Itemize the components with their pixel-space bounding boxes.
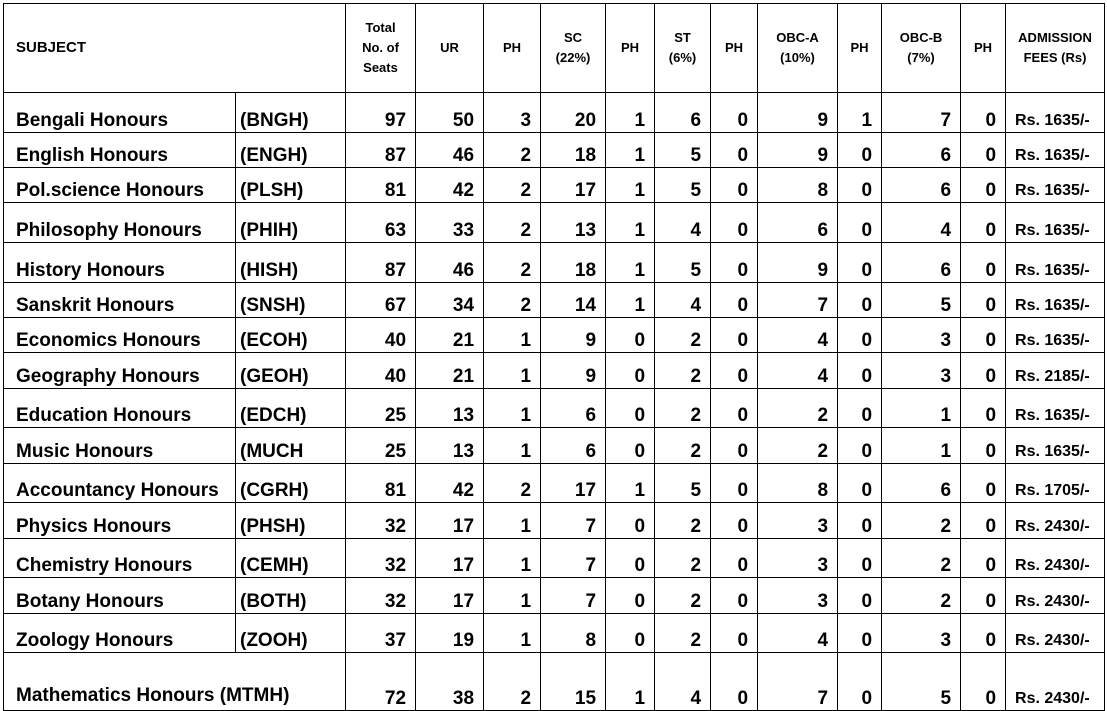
cell-ph3: 0 (711, 428, 758, 464)
header-text: SC (563, 30, 583, 45)
subject-code: (CEMH) (236, 539, 346, 578)
cell-sc: 15 (541, 653, 606, 711)
table-row (4, 283, 1105, 318)
cell-ph4: 0 (838, 653, 882, 711)
cell-st: 2 (655, 389, 711, 428)
table-row (4, 428, 1105, 464)
header-text: OBC-B (899, 30, 943, 45)
cell-ph2: 1 (606, 243, 655, 283)
table-row (4, 243, 1105, 283)
cell-ph1: 3 (484, 93, 541, 133)
subject-name: Geography Honours (4, 353, 236, 389)
cell-admission-fee: Rs. 1705/- (1006, 464, 1105, 503)
subject-name: Mathematics Honours (MTMH) (4, 653, 346, 711)
cell-ph5: 0 (961, 653, 1006, 711)
cell-sc: 9 (541, 318, 606, 353)
cell-sc: 13 (541, 203, 606, 243)
cell-ph5: 0 (961, 93, 1006, 133)
cell-sc: 7 (541, 578, 606, 614)
header-ph: PH (711, 4, 758, 93)
subject-name: Chemistry Honours (4, 539, 236, 578)
cell-ur: 42 (416, 464, 484, 503)
table-body (4, 93, 1105, 711)
cell-ph2: 0 (606, 614, 655, 653)
cell-obcb: 6 (882, 243, 961, 283)
cell-total: 40 (346, 318, 416, 353)
cell-obca: 7 (758, 283, 838, 318)
subject-name: Economics Honours (4, 318, 236, 353)
cell-ph3: 0 (711, 283, 758, 318)
cell-admission-fee: Rs. 1635/- (1006, 318, 1105, 353)
subject-name: Pol.science Honours (4, 168, 236, 203)
cell-obca: 9 (758, 93, 838, 133)
header-admission-fees (1006, 4, 1105, 93)
cell-obcb: 3 (882, 614, 961, 653)
header-text: FEES (Rs) (1023, 50, 1087, 65)
cell-total: 87 (346, 133, 416, 168)
cell-sc: 14 (541, 283, 606, 318)
cell-ph4: 0 (838, 168, 882, 203)
cell-ur: 34 (416, 283, 484, 318)
subject-name: Sanskrit Honours (4, 283, 236, 318)
cell-ph1: 1 (484, 503, 541, 539)
subject-name: Physics Honours (4, 503, 236, 539)
cell-ph4: 0 (838, 428, 882, 464)
table-row (4, 318, 1105, 353)
cell-ph2: 0 (606, 539, 655, 578)
cell-total: 25 (346, 389, 416, 428)
cell-st: 2 (655, 503, 711, 539)
cell-ur: 17 (416, 539, 484, 578)
cell-obca: 4 (758, 353, 838, 389)
cell-ph1: 2 (484, 283, 541, 318)
cell-obca: 8 (758, 464, 838, 503)
cell-obca: 6 (758, 203, 838, 243)
cell-admission-fee: Rs. 1635/- (1006, 133, 1105, 168)
cell-obca: 2 (758, 428, 838, 464)
cell-sc: 17 (541, 464, 606, 503)
cell-ph4: 0 (838, 464, 882, 503)
subject-code: (MUCH (236, 428, 346, 464)
cell-sc: 6 (541, 428, 606, 464)
cell-st: 5 (655, 464, 711, 503)
cell-ur: 21 (416, 353, 484, 389)
subject-code: (ECOH) (236, 318, 346, 353)
cell-ph2: 0 (606, 318, 655, 353)
cell-ph1: 2 (484, 168, 541, 203)
cell-obcb: 6 (882, 168, 961, 203)
cell-st: 6 (655, 93, 711, 133)
header-subject: SUBJECT (4, 4, 346, 93)
cell-ur: 19 (416, 614, 484, 653)
header-text: OBC-A (776, 30, 819, 45)
subject-code: (PHIH) (236, 203, 346, 243)
cell-admission-fee: Rs. 2430/- (1006, 653, 1105, 711)
table-row (4, 614, 1105, 653)
header-text: Total (365, 20, 396, 35)
cell-ph2: 1 (606, 464, 655, 503)
cell-obcb: 7 (882, 93, 961, 133)
cell-obcb: 6 (882, 464, 961, 503)
subject-name: Accountancy Honours (4, 464, 236, 503)
cell-ph5: 0 (961, 539, 1006, 578)
cell-obcb: 3 (882, 318, 961, 353)
table-row (4, 168, 1105, 203)
cell-ph3: 0 (711, 318, 758, 353)
subject-name: English Honours (4, 133, 236, 168)
table-row (4, 578, 1105, 614)
cell-ph5: 0 (961, 389, 1006, 428)
cell-admission-fee: Rs. 1635/- (1006, 243, 1105, 283)
cell-ur: 17 (416, 503, 484, 539)
cell-ph4: 0 (838, 133, 882, 168)
cell-obca: 3 (758, 503, 838, 539)
cell-obcb: 6 (882, 133, 961, 168)
table-row (4, 203, 1105, 243)
cell-ph4: 0 (838, 243, 882, 283)
cell-obcb: 5 (882, 653, 961, 711)
header-ph: PH (484, 4, 541, 93)
cell-ph2: 0 (606, 503, 655, 539)
header-text: (6%) (668, 50, 697, 65)
cell-ph2: 0 (606, 389, 655, 428)
cell-obca: 3 (758, 539, 838, 578)
cell-ph5: 0 (961, 353, 1006, 389)
cell-ph5: 0 (961, 168, 1006, 203)
cell-sc: 20 (541, 93, 606, 133)
cell-ph4: 0 (838, 578, 882, 614)
cell-ph2: 0 (606, 428, 655, 464)
cell-ph5: 0 (961, 503, 1006, 539)
cell-st: 4 (655, 203, 711, 243)
cell-sc: 8 (541, 614, 606, 653)
cell-ph3: 0 (711, 503, 758, 539)
cell-ph1: 1 (484, 389, 541, 428)
subject-code: (SNSH) (236, 283, 346, 318)
cell-ph5: 0 (961, 203, 1006, 243)
cell-obcb: 2 (882, 503, 961, 539)
cell-ph5: 0 (961, 614, 1006, 653)
cell-total: 81 (346, 464, 416, 503)
header-row (4, 4, 1105, 93)
cell-total: 81 (346, 168, 416, 203)
table-row (4, 503, 1105, 539)
subject-code: (PHSH) (236, 503, 346, 539)
table-row (4, 93, 1105, 133)
cell-ph3: 0 (711, 539, 758, 578)
cell-ph5: 0 (961, 578, 1006, 614)
cell-ph2: 1 (606, 93, 655, 133)
cell-ph3: 0 (711, 464, 758, 503)
header-ph: PH (606, 4, 655, 93)
cell-total: 25 (346, 428, 416, 464)
cell-obca: 8 (758, 168, 838, 203)
subject-code: (HISH) (236, 243, 346, 283)
cell-obcb: 5 (882, 283, 961, 318)
cell-ph1: 1 (484, 318, 541, 353)
cell-ph2: 1 (606, 283, 655, 318)
table-row (4, 353, 1105, 389)
table-row (4, 539, 1105, 578)
cell-total: 32 (346, 539, 416, 578)
cell-obca: 7 (758, 653, 838, 711)
cell-obca: 4 (758, 318, 838, 353)
cell-obcb: 4 (882, 203, 961, 243)
cell-obca: 3 (758, 578, 838, 614)
seat-matrix-table (3, 3, 1105, 711)
cell-st: 5 (655, 243, 711, 283)
cell-ph1: 2 (484, 653, 541, 711)
cell-sc: 7 (541, 539, 606, 578)
cell-ph5: 0 (961, 464, 1006, 503)
cell-ph4: 0 (838, 283, 882, 318)
header-ur: UR (416, 4, 484, 93)
cell-st: 4 (655, 283, 711, 318)
cell-total: 40 (346, 353, 416, 389)
cell-total: 72 (346, 653, 416, 711)
cell-total: 67 (346, 283, 416, 318)
cell-ph2: 1 (606, 203, 655, 243)
cell-obcb: 1 (882, 389, 961, 428)
cell-obcb: 2 (882, 578, 961, 614)
cell-ph3: 0 (711, 389, 758, 428)
subject-code: (EDCH) (236, 389, 346, 428)
cell-ph1: 1 (484, 428, 541, 464)
cell-admission-fee: Rs. 2430/- (1006, 539, 1105, 578)
cell-ur: 17 (416, 578, 484, 614)
cell-ph4: 0 (838, 503, 882, 539)
header-ph: PH (961, 4, 1006, 93)
cell-ur: 13 (416, 389, 484, 428)
header-text: (7%) (907, 50, 935, 65)
header-text: ST (674, 30, 691, 45)
cell-st: 2 (655, 428, 711, 464)
header-text: (10%) (780, 50, 815, 65)
header-obc-b (882, 4, 961, 93)
cell-ur: 46 (416, 243, 484, 283)
cell-admission-fee: Rs. 2185/- (1006, 353, 1105, 389)
cell-ph5: 0 (961, 283, 1006, 318)
cell-ur: 33 (416, 203, 484, 243)
header-ph: PH (838, 4, 882, 93)
cell-total: 63 (346, 203, 416, 243)
cell-ph3: 0 (711, 353, 758, 389)
subject-name: History Honours (4, 243, 236, 283)
subject-code: (ZOOH) (236, 614, 346, 653)
cell-ph1: 1 (484, 614, 541, 653)
cell-ph3: 0 (711, 653, 758, 711)
subject-name: Botany Honours (4, 578, 236, 614)
cell-ph4: 0 (838, 614, 882, 653)
cell-ph2: 1 (606, 168, 655, 203)
header-text: ADMISSION (1018, 30, 1092, 45)
cell-ph1: 1 (484, 539, 541, 578)
cell-st: 5 (655, 168, 711, 203)
header-text: Seats (363, 60, 398, 75)
header-text: No. of (362, 40, 399, 55)
cell-sc: 18 (541, 243, 606, 283)
cell-ph1: 2 (484, 464, 541, 503)
table-row (4, 464, 1105, 503)
cell-total: 87 (346, 243, 416, 283)
cell-st: 2 (655, 614, 711, 653)
cell-sc: 18 (541, 133, 606, 168)
cell-ph4: 1 (838, 93, 882, 133)
cell-ur: 46 (416, 133, 484, 168)
cell-obcb: 2 (882, 539, 961, 578)
cell-st: 2 (655, 578, 711, 614)
header-sc (541, 4, 606, 93)
cell-ur: 38 (416, 653, 484, 711)
subject-name: Zoology Honours (4, 614, 236, 653)
table-row (4, 133, 1105, 168)
cell-ur: 13 (416, 428, 484, 464)
cell-ph4: 0 (838, 353, 882, 389)
subject-code: (CGRH) (236, 464, 346, 503)
cell-ph5: 0 (961, 243, 1006, 283)
cell-sc: 7 (541, 503, 606, 539)
cell-st: 2 (655, 539, 711, 578)
cell-ph1: 2 (484, 203, 541, 243)
cell-ph3: 0 (711, 168, 758, 203)
cell-ph3: 0 (711, 133, 758, 168)
subject-name: Education Honours (4, 389, 236, 428)
cell-ph4: 0 (838, 539, 882, 578)
header-st (655, 4, 711, 93)
cell-ph2: 0 (606, 578, 655, 614)
cell-admission-fee: Rs. 1635/- (1006, 203, 1105, 243)
subject-name: Bengali Honours (4, 93, 236, 133)
cell-sc: 17 (541, 168, 606, 203)
cell-ph3: 0 (711, 578, 758, 614)
table-row (4, 389, 1105, 428)
cell-ph3: 0 (711, 243, 758, 283)
cell-admission-fee: Rs. 1635/- (1006, 428, 1105, 464)
cell-ur: 21 (416, 318, 484, 353)
cell-admission-fee: Rs. 1635/- (1006, 168, 1105, 203)
subject-code: (PLSH) (236, 168, 346, 203)
cell-ph5: 0 (961, 428, 1006, 464)
cell-ur: 50 (416, 93, 484, 133)
cell-obca: 2 (758, 389, 838, 428)
cell-ph4: 0 (838, 389, 882, 428)
cell-ph2: 1 (606, 133, 655, 168)
cell-ph3: 0 (711, 203, 758, 243)
subject-code: (ENGH) (236, 133, 346, 168)
subject-code: (GEOH) (236, 353, 346, 389)
cell-ph3: 0 (711, 614, 758, 653)
subject-name: Music Honours (4, 428, 236, 464)
cell-ph2: 0 (606, 353, 655, 389)
cell-admission-fee: Rs. 1635/- (1006, 283, 1105, 318)
subject-code: (BOTH) (236, 578, 346, 614)
cell-total: 97 (346, 93, 416, 133)
cell-ph1: 2 (484, 133, 541, 168)
cell-ph1: 1 (484, 578, 541, 614)
cell-st: 4 (655, 653, 711, 711)
cell-ph1: 1 (484, 353, 541, 389)
cell-sc: 6 (541, 389, 606, 428)
cell-obcb: 1 (882, 428, 961, 464)
cell-total: 37 (346, 614, 416, 653)
cell-ph2: 1 (606, 653, 655, 711)
cell-admission-fee: Rs. 1635/- (1006, 389, 1105, 428)
header-obc-a (758, 4, 838, 93)
cell-st: 5 (655, 133, 711, 168)
cell-obca: 9 (758, 243, 838, 283)
cell-admission-fee: Rs. 2430/- (1006, 578, 1105, 614)
cell-ph1: 2 (484, 243, 541, 283)
subject-name: Philosophy Honours (4, 203, 236, 243)
cell-ph4: 0 (838, 203, 882, 243)
cell-total: 32 (346, 503, 416, 539)
cell-ur: 42 (416, 168, 484, 203)
cell-st: 2 (655, 318, 711, 353)
header-total-seats (346, 4, 416, 93)
cell-obca: 4 (758, 614, 838, 653)
cell-admission-fee: Rs. 1635/- (1006, 93, 1105, 133)
table-row (4, 653, 1105, 711)
cell-admission-fee: Rs. 2430/- (1006, 503, 1105, 539)
cell-admission-fee: Rs. 2430/- (1006, 614, 1105, 653)
cell-ph3: 0 (711, 93, 758, 133)
subject-code: (BNGH) (236, 93, 346, 133)
cell-total: 32 (346, 578, 416, 614)
cell-ph4: 0 (838, 318, 882, 353)
cell-st: 2 (655, 353, 711, 389)
cell-ph5: 0 (961, 133, 1006, 168)
cell-sc: 9 (541, 353, 606, 389)
cell-obcb: 3 (882, 353, 961, 389)
header-text: (22%) (555, 50, 591, 65)
cell-ph5: 0 (961, 318, 1006, 353)
cell-obca: 9 (758, 133, 838, 168)
